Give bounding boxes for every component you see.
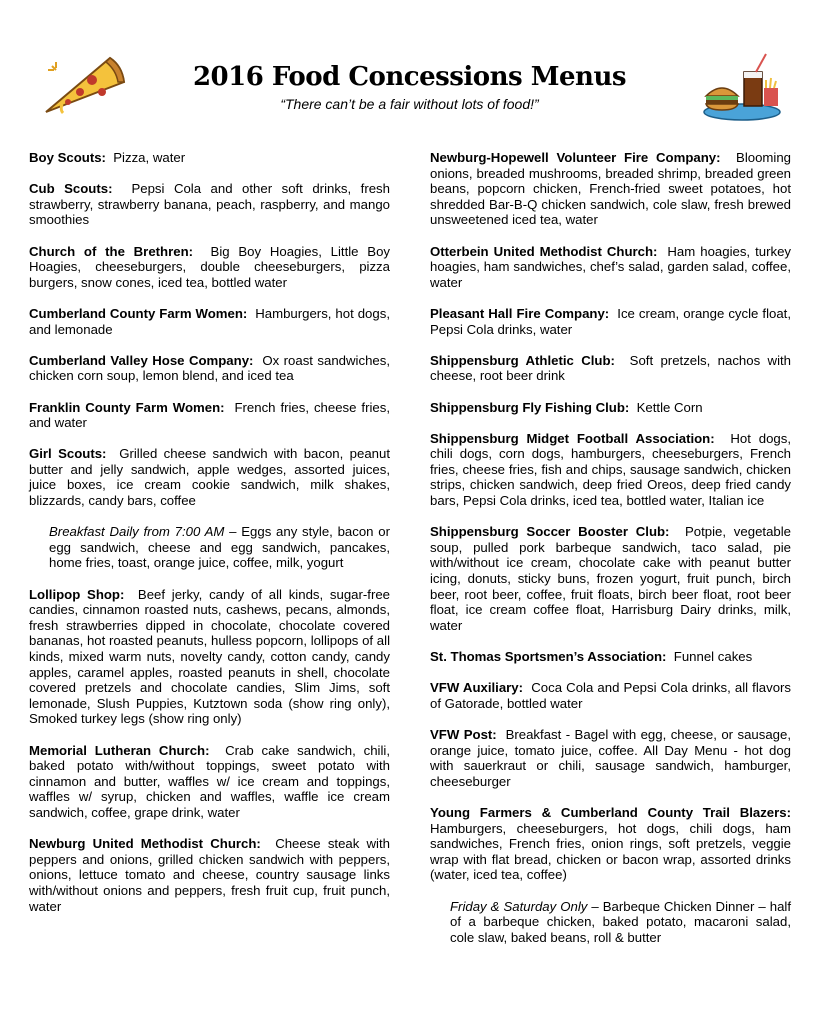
vendor-entry	[29, 244, 390, 291]
left-column	[29, 150, 390, 930]
vendor-items: Breakfast - Bagel with egg, cheese, or sausage, orange juice, tomato juice, coffee. All Day Menu - hot dog with sauerkraut or chili, sausage sandwich, hamburger, cheeseburger	[430, 726, 791, 789]
note-text: – Barbeque Chicken Dinner – half of a barbeque chicken, baked potato, macaroni salad, cole slaw, baked beans, roll & butter	[450, 898, 792, 945]
vendor-name: Franklin County Farm Women:	[29, 399, 225, 415]
vendor-name: VFW Post:	[430, 726, 497, 742]
vendor-name: Girl Scouts:	[29, 446, 107, 462]
vendor-items: Blooming onions, breaded mushrooms, breaded shrimp, breaded green beans, popcorn chicken, French-fried sweet potatoes, hot shredded Bar-B-Q chicken sandwich, cole slaw, fresh brewed unsweetened iced tea, water	[430, 150, 792, 228]
vendor-name: Newburg United Methodist Church:	[29, 836, 261, 852]
vendor-name: Cumberland County Farm Women:	[29, 305, 248, 321]
vendor-items: Funnel cakes	[673, 649, 753, 664]
vendor-name: Shippensburg Soccer Booster Club:	[430, 524, 670, 540]
vendor-items: Ox roast sandwiches, chicken corn soup, lemon blend, and iced tea	[29, 352, 390, 384]
breakfast-note	[49, 524, 390, 571]
vendor-items: Cheese steak with peppers and onions, grilled chicken sandwich with peppers, onions, lettuce tomato and cheese, country sausage links with/without onions and peppers, fresh fruit cup, fruit punch, water	[29, 836, 390, 914]
vendor-entry	[29, 743, 390, 821]
vendor-entry	[29, 306, 390, 337]
vendor-items: Ice cream, orange cycle float, Pepsi Cola drinks, water	[430, 305, 792, 337]
burger-fries-soda-icon	[700, 52, 782, 122]
vendor-entry	[430, 244, 791, 291]
vendor-items: Crab cake sandwich, chili, baked potato with/without toppings, sweet potato with cinnamon and butter, waffles w/ ice cream and toppings, waffles w/ syrup, chicken and waffles, waffle ice cream sandwich, coffee, grape drink, water	[29, 742, 390, 820]
vendor-items: Soft pretzels, nachos with cheese, root beer drink	[430, 352, 792, 384]
vendor-entry	[430, 353, 791, 384]
vendor-name: Shippensburg Athletic Club:	[430, 352, 615, 368]
vendor-items: French fries, cheese fries, and water	[29, 399, 390, 431]
vendor-entry	[430, 431, 791, 509]
vendor-items: Beef jerky, candy of all kinds, sugar-free candies, cinnamon roasted nuts, cashews, pecans, almonds, fresh strawberries dipped in chocolate, chocolate covered bananas, hot roasted peanuts, hulless popcorn, lollipops of all kinds, mixed warm nuts, novelty candy, cotton candy, candy apples, caramel apples, roasted peanuts in shell, chocolate covered pretzels and chocolate candies, Slim Jims, soft lemonade, Slush Puppies, Kutztown soda (show ring only), Smoked turkey legs (show ring only)	[29, 586, 391, 727]
vendor-name: Young Farmers & Cumberland County Trail Blazers:	[430, 804, 791, 820]
page-title: 2016 Food Concessions Menus	[192, 62, 627, 92]
vendor-name: Memorial Lutheran Church:	[29, 742, 210, 758]
vendor-entry	[29, 353, 390, 384]
vendor-name: Lollipop Shop:	[29, 586, 125, 602]
right-column	[430, 150, 791, 961]
vendor-name: Pleasant Hall Fire Company:	[430, 305, 610, 321]
vendor-entry	[430, 524, 791, 633]
vendor-name: Cub Scouts:	[29, 181, 113, 197]
vendor-name: Otterbein United Methodist Church:	[430, 243, 658, 259]
page-header	[0, 0, 819, 120]
note-text: – Eggs any style, bacon or egg sandwich, cheese and egg sandwich, pancakes, home fries, toast, orange juice, coffee, milk, yogurt	[49, 524, 390, 571]
vendor-entry	[430, 727, 791, 789]
vendor-entry	[29, 181, 390, 228]
vendor-entry	[430, 649, 791, 665]
vendor-items: Coca Cola and Pepsi Cola drinks, all flavors of Gatorade, bottled water	[430, 680, 792, 711]
vendor-name: Shippensburg Fly Fishing Club:	[430, 399, 630, 415]
vendor-name: VFW Auxiliary:	[430, 680, 524, 696]
vendor-name: Newburg-Hopewell Volunteer Fire Company:	[430, 150, 721, 165]
vendor-entry	[430, 150, 791, 228]
vendor-entry	[430, 400, 791, 416]
vendor-entry	[29, 400, 390, 431]
note-label: Friday & Saturday Only	[450, 898, 588, 914]
page-subtitle: “There can’t be a fair without lots of food!”	[280, 96, 539, 112]
vendor-items: Potpie, vegetable soup, pulled pork barbeque sandwich, taco salad, pie with/without ice cream, chocolate cake with peanut butter icing, donuts, sticky buns, frozen yogurt, fruit punch, birch beer, root beer, coffee, fruit floats, birch beer float, root beer float, ice cream coffee float, Harrisburg Dairy drinks, milk, water	[430, 524, 791, 633]
vendor-items: Hamburgers, cheeseburgers, hot dogs, chili dogs, ham sandwiches, French fries, onion rings, soft pretzels, veggie wrap with flat bread, chicken or bacon wrap, assorted drinks (water, iced tea, coffee)	[430, 820, 791, 883]
vendor-entry	[430, 680, 791, 711]
vendor-items: Pizza, water	[113, 150, 186, 165]
vendor-items: Kettle Corn	[636, 399, 703, 415]
vendor-items: Hamburgers, hot dogs, and lemonade	[29, 305, 390, 337]
vendor-items: Grilled cheese sandwich with bacon, peanut butter and jelly sandwich, apple wedges, assorted juices, juice boxes, ice cream cookie sandwich, milk shakes, blizzards, candy bars, coffee	[29, 446, 391, 509]
vendor-items: Hot dogs, chili dogs, corn dogs, hamburgers, cheeseburgers, French fries, cheese fries, fish and chips, sausage sandwich, chicken strips, chicken sandwich, deep fried Oreos, deep fried candy bars, Pepsi Cola drinks, iced tea, bottled water, Italian ice	[430, 430, 791, 509]
vendor-entry	[430, 805, 791, 883]
note-label: Breakfast Daily from 7:00 AM	[49, 524, 225, 540]
vendor-entry	[29, 587, 390, 727]
vendor-entry	[29, 150, 390, 166]
vendor-entry	[29, 836, 390, 914]
vendor-items: Big Boy Hoagies, Little Boy Hoagies, cheeseburgers, double cheeseburgers, pizza burgers, snow cones, iced tea, bottled water	[29, 243, 390, 290]
vendor-entry	[29, 446, 390, 508]
vendor-items: Pepsi Cola and other soft drinks, fresh strawberry, strawberry banana, peach, raspberry, and mango smoothies	[29, 181, 390, 228]
vendor-entry	[430, 306, 791, 337]
dinner-note	[450, 899, 791, 946]
vendor-name: Shippensburg Midget Football Association:	[430, 430, 715, 446]
vendor-items: Ham hoagies, turkey hoagies, ham sandwiches, chef’s salad, garden salad, coffee, water	[430, 243, 791, 290]
vendor-name: Cumberland Valley Hose Company:	[29, 352, 254, 368]
vendor-name: Church of the Brethren:	[29, 243, 194, 259]
vendor-name: Boy Scouts:	[29, 150, 106, 165]
vendor-name: St. Thomas Sportsmen’s Association:	[430, 649, 667, 664]
